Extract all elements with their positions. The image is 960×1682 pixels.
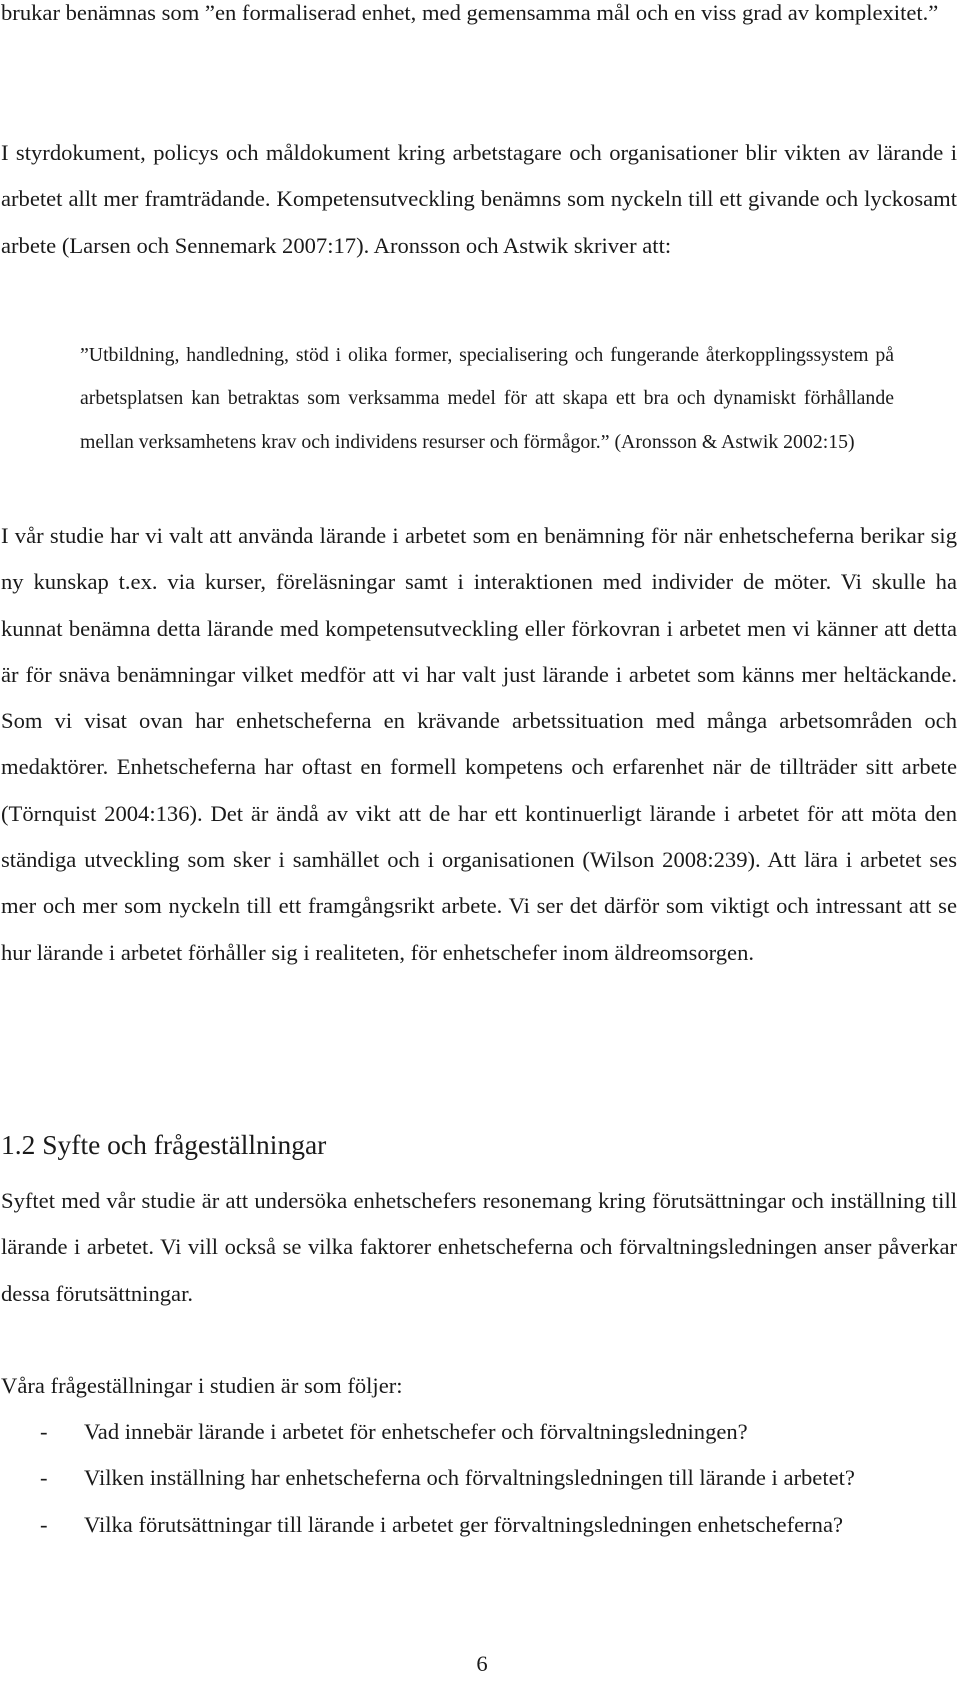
question-list — [0, 1409, 958, 1548]
section-heading: 1.2 Syfte och frågeställningar — [1, 1129, 327, 1160]
list-item — [0, 1502, 958, 1548]
block-quote: ”Utbildning, handledning, stöd i olika former, specialisering och fungerande återkopplingssystem på arbetsplatsen kan betraktas som verksamma medel för att skapa ett bra och dynamiskt förhållande mellan verksamhetens krav och individens resurser och förmågor.” (Aronsson & Astwik 2002:15) — [80, 344, 894, 453]
list-dash: - — [40, 1511, 48, 1537]
page-number: 6 — [476, 1651, 488, 1676]
list-item — [0, 1455, 958, 1501]
list-item-text: Vilka förutsättningar till lärande i arbetet ger förvaltningsledningen enhetscheferna? — [84, 1511, 843, 1537]
list-item-text: Vad innebär lärande i arbetet för enhetschefer och förvaltningsledningen? — [84, 1419, 748, 1444]
list-item-text: Vilken inställning har enhetscheferna och förvaltningsledningen till lärande i arbetet? — [84, 1465, 855, 1491]
paragraph-study: I vår studie har vi valt att använda lärande i arbetet som en benämning för när enhetscheferna berikar sig ny kunskap t.ex. via kurser, föreläsningar samt i interaktionen med individer de möter. Vi skulle ha kunnat benämna detta lärande med kompetensutveckling eller förkovran i arbetet men vi känner att detta är för snäva benämningar vilket medför att vi har valt just lärande i arbetet som känns mer heltäckande. Som vi visat ovan har enhetscheferna en krävande arbetssituation med många arbetsområden och medaktörer. Enhetscheferna har oftast en formell kompetens och erfarenhet när de tillträder sitt arbete (Törnquist 2004:136). Det är ändå av vikt att de har ett kontinuerligt lärande i arbetet för att möta den ständiga utveckling som sker i samhället och i organisationen (Wilson 2008:239). Att lära i arbetet ses mer och mer som nyckeln till ett framgångsrikt arbete. Vi ser det därför som viktigt och intressant att se hur lärande i arbetet förhåller sig i realiteten, för enhetschefer inom äldreomsorgen. — [1, 523, 957, 965]
paragraph-questions-intro: Våra frågeställningar i studien är som följer: — [1, 1373, 403, 1398]
paragraph-intro-end: brukar benämnas som ”en formaliserad enhet, med gemensamma mål och en viss grad av komplexitet.” — [1, 0, 939, 25]
list-item — [0, 1409, 958, 1455]
list-dash: - — [40, 1465, 48, 1491]
paragraph-policy: I styrdokument, policys och måldokument kring arbetstagare och organisationer blir vikten av lärande i arbetet allt mer framträdande. Kompetensutveckling benämns som nyckeln till ett givande och lyckosamt arbete (Larsen och Sennemark 2007:17). Aronsson och Astwik skriver att: — [1, 140, 957, 258]
list-dash: - — [40, 1419, 48, 1444]
paragraph-purpose: Syftet med vår studie är att undersöka enhetschefers resonemang kring förutsättningar och inställning till lärande i arbetet. Vi vill också se vilka faktorer enhetscheferna och förvaltningsledningen anser påverkar dessa förutsättningar. — [1, 1188, 957, 1306]
